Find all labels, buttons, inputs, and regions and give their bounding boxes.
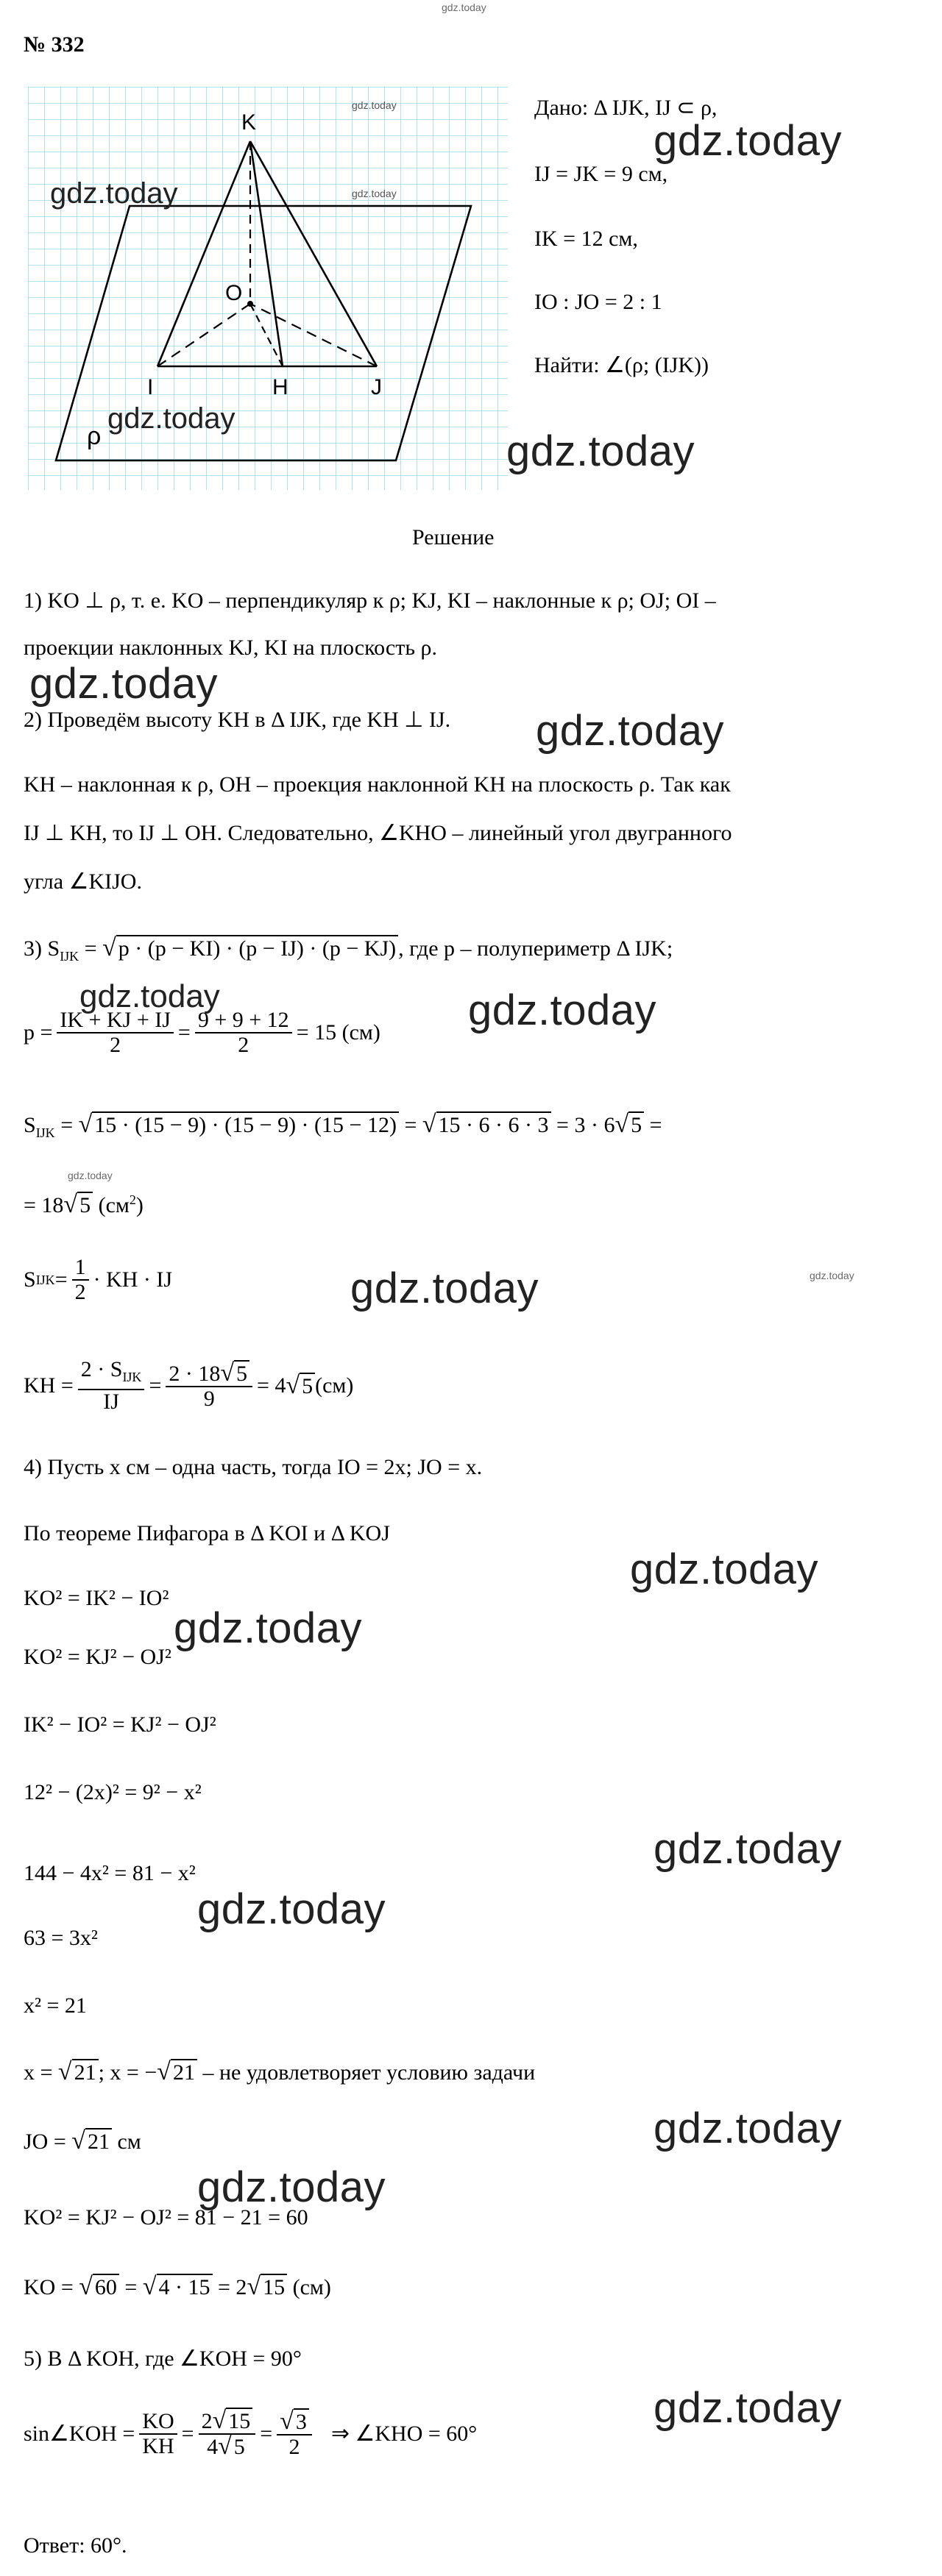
equation-4: 12² − (2x)² = 9² − x² [24, 1780, 202, 1804]
label-rho: ρ [87, 422, 102, 450]
step2-line-b: KH – наклонная к ρ, OH – проекция наклонной KH на плоскость ρ. Так как [24, 772, 731, 797]
geometry-figure [28, 87, 508, 490]
equation-11: KO = √ 60 = √ 4 · 15 = 2√ 15 (см) [24, 2273, 331, 2300]
watermark-11: gdz.today [197, 1885, 386, 1933]
equation-6: 63 = 3x² [24, 1926, 98, 1950]
figure-watermark-1: gdz.today [50, 177, 178, 210]
watermark-6: gdz.today [468, 986, 657, 1034]
watermark-14: gdz.today [654, 2384, 843, 2432]
step2-line-c: IJ ⊥ KH, то IJ ⊥ OH. Следовательно, ∠KHO – линейный угол двугранного [24, 821, 732, 845]
equation-2: KO² = KJ² − OJ² [24, 1645, 171, 1669]
step2-line-a: 2) Проведём высоту KH в Δ IJK, где KH ⊥ IJ. [24, 708, 451, 732]
step4-line-b: По теореме Пифагора в Δ KOI и Δ KOJ [24, 1521, 390, 1545]
label-K: K [241, 110, 257, 135]
area-formula: S IJK = $\frac{1}{2}$ · KH · IJ [24, 1255, 173, 1304]
equation-7: x² = 21 [24, 1993, 87, 2018]
equation-1: KO² = IK² − IO² [24, 1586, 169, 1610]
semiperimeter: p = $\frac{IK + KJ + IJ}{2}$ = $\frac{9 + 9 + 12}{2}$ = 15 (см) [24, 1008, 380, 1057]
sine-formula: sin∠KOH = $\frac{KO}{KH}$ = $\frac{2√ 15}{4√ 5}$ = $\frac{√ 3}{2}$ ⇒ ∠KHO = 60° [24, 2407, 478, 2460]
watermark-12: gdz.today [654, 2104, 843, 2152]
kh-formula: KH = $\frac{2 \cdot S_{IJK}}{IJ}$ = $\frac{2 \cdot 18√ 5}{9}$ = 4 √ 5 (см) [24, 1357, 354, 1414]
step1-line-b: проекции наклонных KJ, KI на плоскость ρ. [24, 636, 437, 660]
given-line-1: Дано: Δ IJK, IJ ⊂ ρ, [534, 96, 718, 120]
watermark-10: gdz.today [654, 1825, 843, 1873]
watermark-13: gdz.today [197, 2163, 386, 2211]
label-H: H [272, 375, 288, 399]
step3-heron: 3) $S_{IJK}$ = √ p · (p − KI) · (p − IJ) · (p − KJ) , где p – полупериметр Δ IJK; [24, 934, 673, 964]
watermark-2: gdz.today [506, 427, 695, 475]
given-line-2: IJ = JK = 9 см, [534, 162, 668, 186]
given-line-5: Найти: ∠(ρ; (IJK)) [534, 353, 709, 377]
watermark-3: gdz.today [29, 660, 219, 708]
given-line-3: IK = 12 см, [534, 227, 638, 251]
figure [28, 87, 508, 494]
step5-line: 5) В Δ KOH, где ∠KOH = 90° [24, 2346, 302, 2371]
watermark-9: gdz.today [174, 1604, 363, 1652]
equation-9: JO = √ 21 см [24, 2127, 141, 2155]
figure-watermark-small-2: gdz.today [352, 188, 397, 199]
equation-10: KO² = KJ² − OJ² = 81 − 21 = 60 [24, 2205, 308, 2230]
label-O: O [225, 281, 243, 305]
area-heron: $S_{IJK}$ = √ 15 · (15 − 9) · (15 − 9) · (15 − 12) = √ 15 · 6 · 6 · 3 = 3 · 6√ 5 = [24, 1111, 662, 1140]
area-result: = 18√ 5 $(см^2)$ [24, 1191, 144, 1218]
watermark-5: gdz.today [79, 978, 220, 1014]
watermark-8: gdz.today [630, 1545, 819, 1593]
step4-line-a: 4) Пусть x см – одна часть, тогда IO = 2x; JO = x. [24, 1455, 483, 1479]
figure-watermark-2: gdz.today [107, 402, 236, 435]
watermark-small-2: gdz.today [810, 1270, 854, 1281]
step1-line-a: 1) KO ⊥ ρ, т. е. KO – перпендикуляр к ρ; KJ, KI – наклонные к ρ; OJ; OI – [24, 588, 716, 613]
label-I: I [147, 375, 154, 399]
figure-watermark-small-1: gdz.today [352, 99, 397, 111]
watermark-small-1: gdz.today [68, 1170, 113, 1181]
given-line-4: IO : JO = 2 : 1 [534, 290, 662, 314]
point-O [247, 301, 253, 307]
step2-line-d: угла ∠KIJO. [24, 869, 142, 894]
watermark-7: gdz.today [350, 1264, 539, 1312]
watermark-1: gdz.today [654, 117, 843, 165]
header-watermark: gdz.today [442, 1, 486, 13]
equation-3: IK² − IO² = KJ² − OJ² [24, 1712, 216, 1737]
equation-8: x = √ 21 ; x = −√ 21 – не удовлетворяет условию задачи [24, 2058, 536, 2085]
answer: Ответ: 60°. [24, 2533, 127, 2558]
solution-title: Решение [412, 525, 495, 549]
equation-5: 144 − 4x² = 81 − x² [24, 1861, 196, 1885]
label-J: J [371, 375, 382, 399]
watermark-4: gdz.today [536, 707, 725, 755]
problem-number: № 332 [24, 32, 85, 57]
